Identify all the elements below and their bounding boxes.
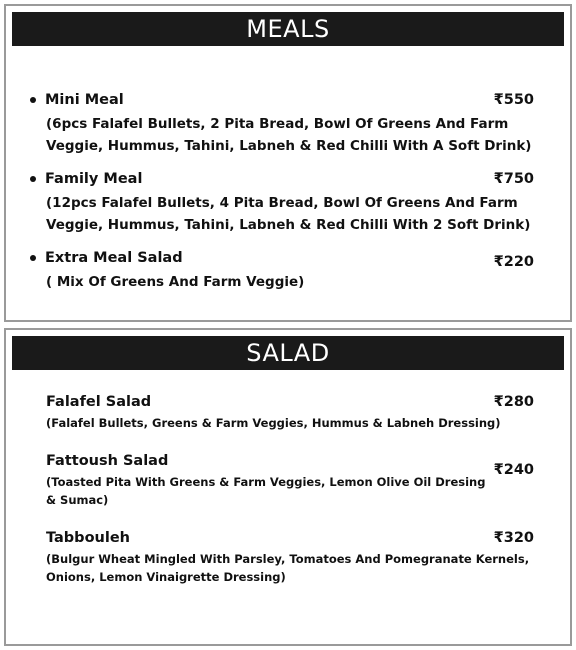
item-name: Extra Meal Salad xyxy=(45,250,183,266)
menu-item-tabbouleh xyxy=(46,528,534,586)
item-price: ₹320 xyxy=(493,530,534,546)
item-price: ₹240 xyxy=(493,462,534,478)
item-description: (Bulgur Wheat Mingled With Parsley, Tomatoes And Pomegranate Kernels, Onions, Lemon Vinaigrette Dressing) xyxy=(46,552,530,584)
item-name: Family Meal xyxy=(45,171,143,187)
item-price: ₹220 xyxy=(493,254,534,270)
menu-item-family-meal xyxy=(30,169,534,236)
item-price: ₹750 xyxy=(493,171,534,187)
item-description: (6pcs Falafel Bullets, 2 Pita Bread, Bowl Of Greens And Farm Veggie, Hummus, Tahini, Labneh & Red Chilli With A Soft Drink) xyxy=(46,116,532,154)
item-name: Mini Meal xyxy=(45,92,124,108)
salad-title: SALAD xyxy=(246,339,330,367)
salad-banner xyxy=(12,336,564,370)
item-description: ( Mix Of Greens And Farm Veggie) xyxy=(46,274,305,290)
item-name: Falafel Salad xyxy=(46,394,152,410)
menu-item-falafel-salad xyxy=(46,392,534,432)
item-name: Tabbouleh xyxy=(46,530,130,546)
item-name: Fattoush Salad xyxy=(46,453,169,469)
item-description: (12pcs Falafel Bullets, 4 Pita Bread, Bowl Of Greens And Farm Veggie, Hummus, Tahini, Labneh & Red Chilli With 2 Soft Drink) xyxy=(46,195,531,233)
bullet-icon xyxy=(30,255,36,261)
salad-section xyxy=(4,328,572,646)
item-description: (Toasted Pita With Greens & Farm Veggies, Lemon Olive Oil Dresing & Sumac) xyxy=(46,475,486,507)
item-price: ₹550 xyxy=(493,92,534,108)
menu-item-extra-meal-salad xyxy=(30,248,534,293)
item-description: (Falafel Bullets, Greens & Farm Veggies, Hummus & Labneh Dressing) xyxy=(46,416,501,430)
meals-banner xyxy=(12,12,564,46)
meals-title: MEALS xyxy=(246,15,330,43)
meals-section xyxy=(4,4,572,322)
item-price: ₹280 xyxy=(493,394,534,410)
menu-item-fattoush-salad xyxy=(46,451,534,509)
bullet-icon xyxy=(30,97,36,103)
bullet-icon xyxy=(30,176,36,182)
menu-item-mini-meal xyxy=(30,90,534,157)
